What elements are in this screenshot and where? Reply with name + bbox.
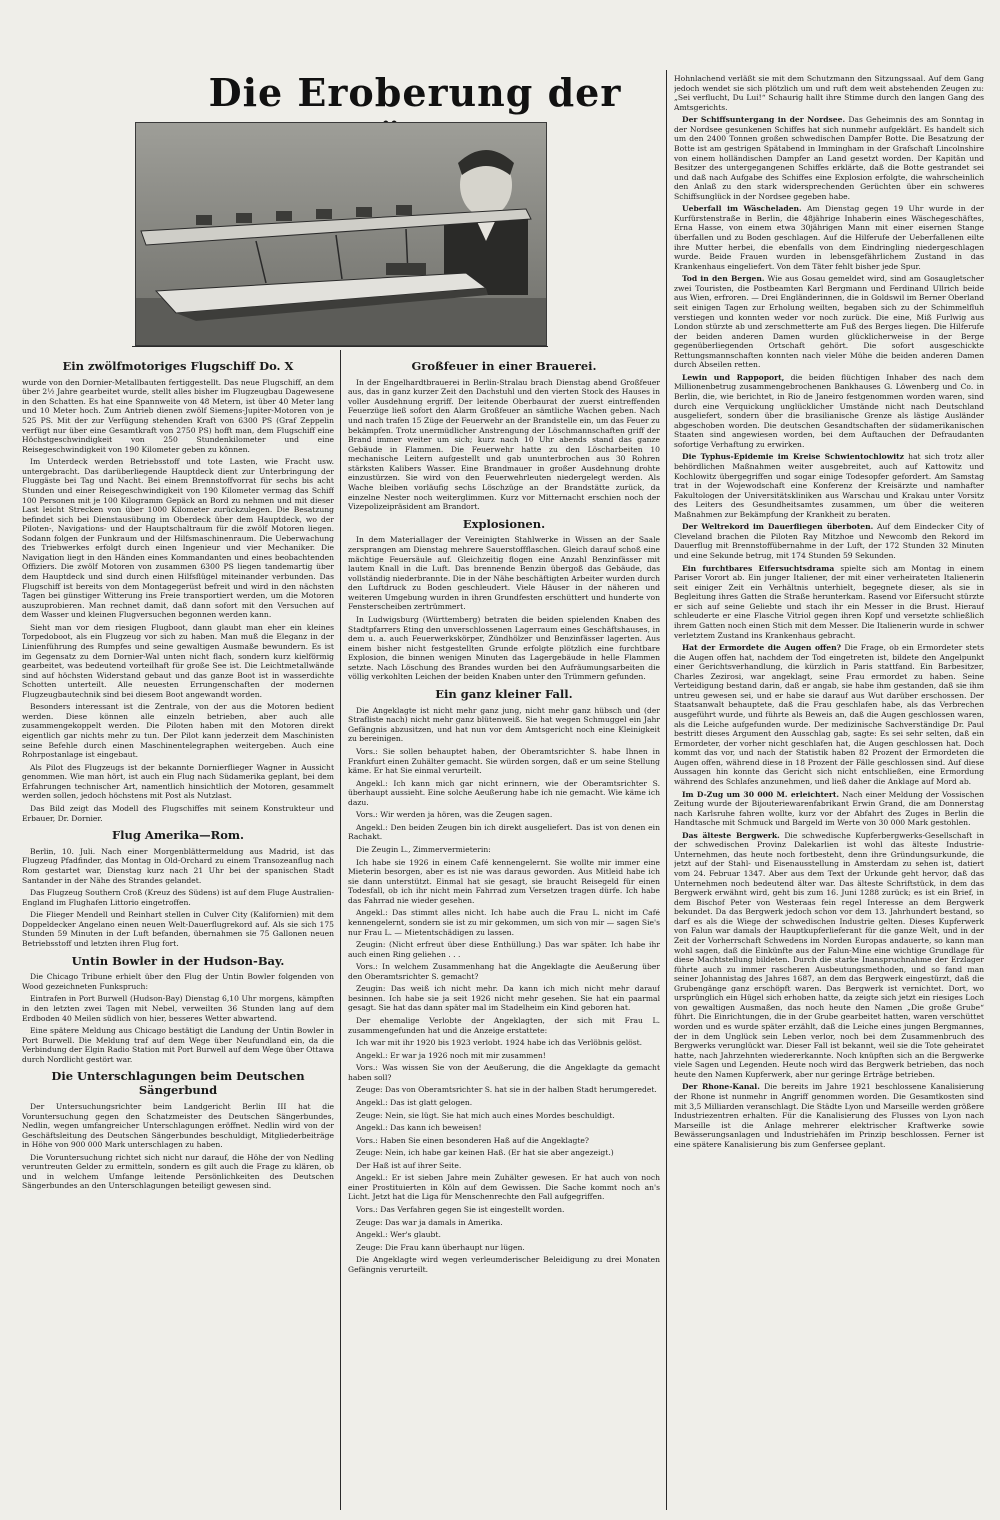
dialog-line: Zeuge: Die Frau kann überhaupt nur lügen. [356, 1242, 525, 1252]
item-text: Auf dem Eindecker City of Cleveland brachen die Piloten Ray Mitzhoe und Newcomb den Rekord im Dauerflug mit Brennstoffübernahme in der Luft, der 172 Stunden 32 Minuten und eine Sekunde betrug, mit 174 Stunden 59 Sekunden. [674, 522, 984, 560]
paragraph: Das Flugzeug Southern Croß (Kreuz des Südens) ist auf dem Fluge Australien-England im Flughafen Littorio eingetroffen. [22, 888, 334, 907]
dialog-line: Zeuge: Nein, sie lügt. Sie hat mich auch eines Mordes beschuldigt. [356, 1110, 615, 1120]
dialog-line: Ich war mit ihr 1920 bis 1923 verlobt. 1924 habe ich das Verlöbnis gelöst. [356, 1038, 643, 1048]
item-headline: Der Rhone-Kanal. [682, 1082, 760, 1092]
paragraph: Besonders interessant ist die Zentrale, von der aus die Motoren bedient werden. Diese können alle einzeln betrieben, aber auch alle zusammengekoppelt werden. Die Piloten haben mit den Motoren direkt eigentlich gar nichts mehr zu tun. Der Pilot kann jederzeit dem Maschinisten seine Befehle durch einen Maschinentelegraphen weitergeben. Auch eine Rohrpostanlage ist eingebaut. [22, 702, 334, 760]
headline-flug-amerika-rom: Flug Amerika—Rom. [111, 828, 245, 843]
column-1 [22, 354, 334, 1510]
headline-grossfeuer: Großfeuer in einer Brauerei. [411, 359, 597, 373]
masthead-title: Die Eroberung der [208, 70, 622, 115]
item-headline: Der Weltrekord im Dauerfliegen überboten. [682, 522, 874, 532]
item-headline: Ein furchtbares Eifersuchtsdrama [682, 563, 835, 573]
flying-boat-photo-icon [136, 123, 546, 345]
dialog-line: Angekl.: Ich kann mich gar nicht erinnern, wie der Oberamtsrichter S. überhaupt aussieht. Eine solche Aeußerung habe ich nie gemacht. Wie käme ich dazu. [348, 778, 660, 807]
dialog-line: Die Zeugin L., Zimmervermieterin: [356, 845, 491, 855]
paragraph: Das Bild zeigt das Modell des Flugschiffes mit seinem Konstrukteur und Erbauer, Dr. Dornier. [22, 803, 334, 823]
dialog-line: Vors.: Das Verfahren gegen Sie ist eingestellt worden. [356, 1205, 565, 1215]
headline-saengerbund: Die Unterschlagungen beim Deutschen Sängerbund [51, 1069, 305, 1098]
dialog-line: Vors.: Sie sollen behauptet haben, der Oberamtsrichter S. habe Ihnen in Frankfurt einen Zuhälter gemacht. Sie würden sorgen, daß er um seine Stellung käme. Er hat Sie einmal verurteilt. [348, 746, 660, 776]
headline-untin-bowler: Untin Bowler in der Hudson-Bay. [71, 953, 285, 968]
paragraph: Als Pilot des Flugzeugs ist der bekannte Dornierflieger Wagner in Aussicht genommen. Wie man hört, ist auch ein Flug nach Südamerika geplant, bei dem Erfahrungen technischer Art, namentlich hinsichtlich der Motoren, gesammelt werden sollen, jedoch höchstens mit Post als Nutzlast. [22, 762, 334, 801]
item-text: Nach einer Meldung der Vossischen Zeitung wurde der Bijouteriewarenfabrikant Erwin Grand, die am Donnerstag nach Karlsruhe fahren wollte, kurz vor der Abfahrt des Zuges in Berlin die Handtasche mit Schmuck und Bargeld im Werte von 30 000 Mark gestohlen. [674, 789, 984, 828]
paragraph: Eintrafen in Port Burwell (Hudson-Bay) Dienstag 6,10 Uhr morgens, kämpften in den letzten zwei Tagen mit Nebel, verweilten 36 Stunden lang auf dem Erdboden 40 Meilen südlich von hier, besseres Wetter abwartend. [22, 994, 334, 1023]
dialog-line: Vors.: Haben Sie einen besonderen Haß auf die Angeklagte? [356, 1135, 589, 1145]
paragraph: Im Unterdeck werden Betriebsstoff und tote Lasten, wie Fracht usw. untergebracht. Das darüberliegende Hauptdeck dient zur Unterbringung der Fluggäste bei Tag und Nacht. Bei einem Brennstoffvorrat für sechs bis acht Stunden und einer Reisegeschwindigkeit von 190 Kilometer vermag das Schiff 100 Personen mit je 100 Kilogramm Gepäck an Bord zu nehmen und mit dieser Last leicht Strecken von über 1000 Kilometer zurückzulegen. Die Besatzung befindet sich bei Dienstausübung im Oberdeck über dem Hauptdeck, wo der Piloten-, Navigations- und der Hauptschaltraum für die zwölf Motoren liegen. Sodann folgen der Funkraum und der Hilfsmaschinenraum. Die Ueberwachung des Triebwerkes erfolgt durch einen Ingenieur und vier Mechaniker. Die Navigation liegt in den Händen eines Kommandanten und eines beobachtenden Offiziers. Die zwölf Motoren von zusammen 6300 PS liegen tandemartig über dem Hauptdeck und sind durch einen Hilfsflügel miteinander verbunden. Das Flugschiff ist bereits von dem Montagegerüst befreit und wird in den nächsten Tagen bei günstiger Witterung ins Freie transportiert werden, um die Motoren auszuprobieren. Man rechnet damit, daß dann sofort mit den Versuchen auf dem Wasser und kleinen Flugversuchen begonnen werden kann. [22, 457, 334, 620]
item-headline: Ueberfall im Wäscheladen. [682, 204, 802, 214]
paragraph: Die Angeklagte ist nicht mehr ganz jung, nicht mehr ganz hübsch und (der Strafliste nach) nicht mehr ganz blütenweiß. Sie hat wegen Schmuggel ein Jahr Gefängnis abzusitzen, und hat nun vor dem Amtsgericht noch eine Kleinigkeit zu bereinigen. [348, 705, 660, 744]
dialog-line: Ich habe sie 1926 in einem Café kennengelernt. Sie wollte mir immer eine Mieterin besorgen, aber es ist nie was daraus geworden. Aus Mitleid habe ich sie dann unterstützt. Einmal hat sie gesagt, sie braucht Reisegeld für einen Todesfall, ob ich ihr nicht mein Fahrrad zum Versetzen tragen dürfe. Ich habe das Fahrrad nie wieder gesehen. [348, 857, 660, 905]
item-text: Die schwedische Kupferbergwerks-Gesellschaft in der schwedischen Provinz Dalekarlien ist wohl das älteste Industrie-Unternehmen, das heute noch fortbesteht, denn ihre Gründungsurkunde, die jetzt auf der Stahl- und Eisenausstellung in Amsterdam zu sehen ist, datiert vom 24. Februar 1347. Aber aus dem Text der Urkunde geht hervor, daß das Unternehmen noch bedeutend älter war. Das älteste Schriftstück, in dem das Bergwerk erwähnt wird, geht bis zum 16. Juni 1288 zurück; es ist ein Brief, in dem Bischof Peter von Westeraas fein regel Interesse an dem Bergwerk bekundet. Da das Bergwerk jedoch schon vor dem 13. Jahrhundert bestand, so darf es als die Wiege der schwedischen Industrie gelten. Dieses Kupferwerk von Falun war damals der Hauptkupferlieferant für die ganze Welt, und in der Zeit der Vorherrschaft Schwedens im Norden Europas andauerte, so kann man wohl sagen, daß die Einkünfte aus der Falun-Mine eine wichtige Grundlage für diese Machtstellung bildeten. Durch die starke Inanspruchnahme der Erzlager führte auch zu immer rascheren Ausbeutungsmethoden, und so fand man seiner Johannistag des Jahres 1687, an dem das Bergwerk eingestürzt, daß die Grubengänge ganz erschöpft waren. Das Bergwerk ist vernichtet. Dort, wo ursprünglich ein Hügel sich erhoben hatte, da zeigte sich jetzt ein riesiges Loch von gewaltigen Ausmaßen, das noch heute den Namen „Die große Grube“ führt. Die Einrichtungen, die in der Grube gearbeitet hatten, waren verschüttet worden und es wurde später erzählt, daß die Leiche eines jungen Bergmannes, der in dem Unglück sein Leben verlor, noch bei dem Zusammenbruch des Bergwerks verunglückt war. Dieser Fall ist bekannt, weil sie die Tote geheiratet hatte, nach Jahrzehnten wiedererkannte. Noch knüpften sich an die Bergwerke viele Sagen und Legenden. Heute noch wird das Bergwerk betrieben, das noch heute den Namen Kupferwerk, aber nur geringe Erträge betrieben. [674, 830, 984, 1079]
item-text: hat sich trotz aller behördlichen Maßnahmen weiter ausgebreitet, auch auf Kattowitz und Kochlowitz übergegriffen und sogar einige Todesopfer gefordert. Am Samstag trat in der Wojewodschaft eine Konferenz der Kreisärzte und namhafter Fakultologen der Universitätskliniken aus Warschau und Krakau unter Vorsitz des Leiters des Gesundheitsamtes zusammen, um über die weiteren Maßnahmen zur Bekämpfung der Krankheit zu beraten. [674, 452, 984, 519]
paragraph: Eine spätere Meldung aus Chicago bestätigt die Landung der Untin Bowler in Port Burwell. Die Meldung traf auf dem Wege über Neufundland ein, da die Verbindung der Elgin Radio Station mit Port Burwell auf dem Wege über Ottawa durch Nordlicht gestört war. [22, 1026, 334, 1064]
paragraph: Die Flieger Mendell und Reinhart stellen in Culver City (Kalifornien) mit dem Doppeldecker Angelano einen neuen Welt-Dauerflugrekord auf. Als sie sich 175 Stunden 59 Minuten in der Luft befanden, übernahmen sie 75 Gallonen neuen Betriebsstoff und letzten ihren Flug fort. [22, 910, 334, 948]
dialog-line: Der ehemalige Verlobte der Angeklagten, der sich mit Frau L. zusammengefunden hat und die Anzeige erstattete: [348, 1016, 660, 1035]
item-text: spielte sich am Montag in einem Pariser Vorort ab. Ein junger Italiener, der mit einer verheirateten Italienerin seit einiger Zeit ein Verhältnis unterhielt, begegnete dieser, als sie in Begleitung ihres Gatten die Straße herunterkam. Rasend vor Eifersucht stürzte er sich auf seine Geliebte und stach ihr ein Messer in die Brust. Hierauf schleuderte er eine Flasche Vitriol gegen ihren Kopf und versetzte schließlich ihrem Gatten noch einen Stich mit dem Messer. Die Italienerin wurde in schwer verletztem Zustand ins Krankenhaus gebracht. [674, 563, 984, 640]
dialog-line: Der Haß ist auf ihrer Seite. [356, 1160, 462, 1170]
column-3 [674, 74, 984, 1510]
paragraph: Die Voruntersuchung richtet sich nicht nur darauf, die Höhe der von Nedling veruntreuten Gelder zu ermitteln, sondern es gilt auch die Frage zu klären, ob und in welchem Umfange leitende Persönlichkeiten des Deutschen Sängerbundes an den Unterschlagungen beteiligt gewesen sind. [22, 1152, 334, 1191]
item-headline: Hat der Ermordete die Augen offen? [682, 643, 842, 653]
paragraph: In Ludwigsburg (Württemberg) betraten die beiden spielenden Knaben des Stadtpfarrers Eting den unverschlossenen Lagerraum eines Geschäftshauses, in dem u. a. auch Feuerwerkskörper, Zündhölzer und Benzinfässer lagerten. Aus einem bisher nicht festgestellten Grunde erfolgte plötzlich eine furchtbare Explosion, die binnen wenigen Minuten das Lagergebäude in helle Flammen setzte. Nach Löschung des Brandes wurden bei den Aufräumungsarbeiten die völlig verkohlten Leichen der beiden Knaben unter den Trümmern gefunden. [348, 614, 660, 682]
dialog-line: Zeuge: Das von Oberamtsrichter S. hat sie in der halben Stadt herumgeredet. [356, 1085, 657, 1095]
dialog-line: Die Angeklagte wird wegen verleumderischer Beleidigung zu drei Monaten Gefängnis verurteilt. [348, 1255, 660, 1274]
dialog-line: Zeugin: (Nicht erfreut über diese Enthüllung.) Das war später. Ich habe ihr auch einen Ring geliehen . . . [348, 940, 660, 959]
headline-explosionen: Explosionen. [462, 516, 546, 531]
dialog-line: Angekl.: Er war ja 1926 noch mit mir zusammen! [356, 1050, 546, 1060]
dialog-line: Angekl.: Das ist glatt gelogen. [356, 1097, 473, 1107]
dialog-line: Zeugin: Das weiß ich nicht mehr. Da kann ich mich nicht mehr darauf besinnen. Ich habe sie ja seit 1926 nicht mehr gesehen. Sie hat ein paarmal gesagt. Sie hat das dann später mal im Stadelheim ein Kind geboren hat. [348, 984, 660, 1013]
dialog-line: Angekl.: Den beiden Zeugen bin ich direkt ausgeliefert. Das ist von denen ein Rachakt. [348, 822, 660, 842]
item-headline: Lewin und Rappoport, [682, 372, 785, 382]
item-headline: Das älteste Bergwerk. [682, 830, 780, 840]
item-headline: Der Schiffsuntergang in der Nordsee. [682, 115, 846, 125]
paragraph: Berlin, 10. Juli. Nach einer Morgenblättermeldung aus Madrid, ist das Flugzeug Pfadfinder, das Montag in Old-Orchard zu einem Transozeanflug nach Rom gestartet war, Dienstag kurz nach 21 Uhr bei der spanischen Stadt Santander in der Nähe des Strandes gelandet. [22, 846, 334, 885]
headline-do-x: Ein zwölfmotoriges Flugschiff Do. X [62, 359, 294, 373]
dialog-line: Angekl.: Das stimmt alles nicht. Ich habe auch die Frau L. nicht im Café kennengelernt, sondern sie ist zu mir gekommen, um sich von mir — sagen Sie's nur Frau L. — Mietentschädigen zu lassen. [348, 908, 660, 937]
dialog-line: Vors.: Was wissen Sie von der Aeußerung, die die Angeklagte da gemacht haben soll? [348, 1063, 660, 1082]
item-text: Das Geheimnis des am Sonntag in der Nordsee gesunkenen Schiffes hat sich nunmehr aufgeklärt. Es handelt sich um den 2400 Tonnen großen schwedischen Dampfer Botte. Die Besatzung der Botte ist am gestrigen Spätabend in Immingham in der Grafschaft Lincolnshire von einem holländischen Dampfer an Land gesetzt worden. Der Kapitän und Besitzer des untergegangenen Schiffes erklärte, daß die Botte gestrandet sei und daß nach Aufgabe des Schiffes eine Explosion erfolgte, die wahrscheinlich den Anlaß zu den stark widersprechenden Gerüchten über ein schweres Schiffsunglück in der Nordsee gegeben habe. [674, 115, 984, 201]
paragraph: Der Untersuchungsrichter beim Landgericht Berlin III hat die Voruntersuchung gegen den Schatzmeister des Deutschen Sängerbundes, Nedlin, wegen umfangreicher Unterschlagungen eröffnet. Nedlin wird von der Geschäftsleitung des Deutschen Sängerbundes beschuldigt, Mitgliederbeiträge in Höhe von 900 000 Mark unterschlagen zu haben. [22, 1101, 334, 1150]
dornier-do-x-photo [135, 122, 547, 346]
paragraph: wurde von den Dornier-Metallbauten fertiggestellt. Das neue Flugschiff, an dem über 2½ Jahre gearbeitet wurde, stellt alles bisher im Flugzeugbau Dagewesene in den Schatten. Es hat eine Spannweite von 48 Metern, ist über 40 Meter lang und 10 Meter hoch. Zum Antrieb dienen zwölf Siemens-Jupiter-Motoren von je 525 PS. Mit der zur Verfügung stehenden Kraft von 6300 PS (Graf Zeppelin verfügt nur über eine Gesamtkraft von 2750 PS) hofft man, dem Flugschiff eine Höchstgeschwindigkeit von 250 Stundenkilometer und eine Reisegeschwindigkeit von 190 Kilometer geben zu können. [22, 377, 334, 454]
paragraph: In der Engelhardtbrauerei in Berlin-Stralau brach Dienstag abend Großfeuer aus, das in ganz kurzer Zeit den Dachstuhl und den vierten Stock des Hauses in voller Ausdehnung ergriff. Der leitende Oberbaurat der zuerst eintreffenden Feuerzüge ließ sofort den Alarm Großfeuer an sämtliche Wachen geben. Nach und nach trafen 15 Züge der Feuerwehr an der Brandstelle ein, um das Feuer zu bekämpfen. Trotz unermüdlicher Anstrengung der Löschmannschaften griff der Brand immer weiter um sich; kurz nach 10 Uhr abends stand das ganze Gebäude in Flammen. Die Feuerwehr hatte zu den Löscharbeiten 10 mechanische Leitern aufgestellt und gab ununterbrochen aus 30 Rohren stärksten Kalibers Wasser. Eine Brandmauer in großer Ausdehnung drohte einzustürzen. Sie wird von den Feuerwehrleuten niedergelegt werden. Als Wache bleiben vorläufig sechs Löschzüge an der Brandstätte zurück, da einzelne Nester noch weiterglimmen. Kurz vor Mitternacht erschien noch der Vizepolizeipräsident am Brandort. [348, 377, 660, 512]
dialog-line: Angekl.: Er ist sieben Jahre mein Zuhälter gewesen. Er hat auch von noch einer Prostituierten in Köln auf dem Gewissen. Die Sache kommt noch an's Licht. Jetzt hat die Liga für Menschenrechte den Fall aufgegriffen. [348, 1173, 660, 1202]
item-text: Wie aus Gosau gemeldet wird, sind am Gosaugletscher zwei Touristen, die Postbeamten Karl Bergmann und Ferdinand Ullrich beide aus Wien, erfroren. — Drei Engländerinnen, die in Goldswil im Berner Oberland seit einigen Tagen zur Erholung weilten, begaben sich zu der Schimmelfluh verstiegen und konnten weder vor noch zurück. Die eine, Miß Furlwig aus London stürzte ab und zerschmetterte am Fuß des Berges liegen. Die Hilferufe der beiden anderen Damen wurden glücklicherweise in der Berge gegenüberliegenden Ortschaft gehört. Die sofort ausgeschickte Rettungsmannschaften konnten nach vieler Mühe die beiden anderen Damen durch Abseilen retten. [674, 274, 984, 370]
dialog-line: Vors.: Wir werden ja hören, was die Zeugen sagen. [356, 810, 553, 820]
item-headline: Die Typhus-Epidemie im Kreise Schwientochlowitz [682, 452, 904, 462]
item-text: die beiden flüchtigen Inhaber des nach dem Millionenbetrug zusammengebrochenen Bankhauses G. Löwenberg und Co. in Berlin, die, wie berichtet, in Rio de Janeiro festgenommen worden waren, sind durch eine Verquickung unglücklicher Umstände nicht nach Deutschland ausgeliefert, sondern über die brasilianische Grenze als lästige Ausländer abgeschoben worden. Die deutschen Gesandtschaften der südamerikanischen Staaten sind angewiesen worden, bei dem Auftauchen der Defraudanten sofortige Verhaftung zu erwirken. [674, 372, 984, 449]
dialog-line: Zeuge: Das war ja damals in Amerika. [356, 1217, 503, 1227]
item-text: Die Frage, ob ein Ermordeter stets die Augen offen hat, nachdem der Tod eingetreten ist, bildete den Angelpunkt einer Gerichtsverhandlung, die kürzlich in Paris stattfand. Ein Barbesitzer, Charles Zezirosi, war angeklagt, seine Frau ermordet zu haben. Seine Verteidigung bestand darin, daß er angab, sie habe ihm gestanden, daß sie ihm untreu gewesen sei, und er habe sie darauf aus Wut darüber erschossen. Der Staatsanwalt behauptete, daß die Frau geschlafen habe, als das Verbrechen ausgeführt wurde, und führte als Beweis an, daß die Augen geschlossen waren, als die Leiche aufgefunden wurde. Der medizinische Sachverständige Dr. Paul bestritt dieses Argument den Ausschlag gab, sagte: Es sei sehr selten, daß ein Ermordeter, der vorher nicht geschlafen hat, die Augen geschlossen hat. Doch kommt das vor, und nach der Statistik haben 82 Prozent der Ermordeten die Augen offen, während diese in 18 Prozent der Fälle geschlossen sind. Auf diese Aussagen hin konnte das Gericht sich nicht entschließen, eine Ermordung während des Schlafes anzunehmen, und ließ daher die Anklage auf Mord ab. [674, 643, 984, 786]
dialog-line: Angekl.: Wer's glaubt. [356, 1230, 441, 1240]
paragraph: Hohnlachend verläßt sie mit dem Schutzmann den Sitzungssaal. Auf dem Gang jedoch wendet sie sich plötzlich um und ruft dem weit abstehenden Zeugen zu: „Sei verflucht, Du Lui!“ Schaurig hallt ihre Stimme durch den langen Gang des Amtsgerichts. [674, 74, 984, 112]
item-text: Die bereits im Jahre 1921 beschlossene Kanalisierung der Rhone ist nunmehr in Angriff genommen worden. Die Gesamtkosten sind mit 3,5 Milliarden veranschlagt. Die Städte Lyon und Marseille werden größere Industriezentren erhalten. Für die Kanalisierung des Flusses von Lyon nach Marseille ist die Anlage mehrerer elektrischer Kraftwerke sowie Bewässerungsanlagen und Industriehäfen im Prinzip beschlossen. Ferner ist eine spätere Kanalisierung bis zum Genfersee geplant. [674, 1082, 984, 1149]
paragraph: In dem Materiallager der Vereinigten Stahlwerke in Wissen an der Saale zersprangen am Dienstag mehrere Sauerstoffflaschen. Gleich darauf schoß eine mächtige Feuersäule auf. Gleichzeitig flogen eine Anzahl Benzinfässer mit lautem Knall in die Luft. Das brennende Benzin übergoß das Gebäude, das vollständig niederbrannte. Die in der Nähe beschäftigten Arbeiter wurden durch den Luftdruck zu Boden geschleudert. Viele Häuser in der näheren und weiteren Umgebung wurden in ihren Grundfesten erschüttert und hunderte von Fensterscheiben zertrümmert. [348, 535, 660, 612]
paragraph: Die Chicago Tribune erhielt über den Flug der Untin Bowler folgenden von Wood gezeichneten Funkspruch: [22, 972, 334, 991]
headline-kleiner-fall: Ein ganz kleiner Fall. [435, 686, 573, 701]
dialog-line: Angekl.: Das kann ich beweisen! [356, 1123, 482, 1133]
dialog-line: Zeuge: Nein, ich habe gar keinen Haß. (Er hat sie aber angezeigt.) [356, 1148, 614, 1158]
court-dialog [348, 747, 660, 1274]
item-text: Am Dienstag gegen 19 Uhr wurde in der Kurfürstenstraße in Berlin, die 48jährige Inhaberin eines Wäschegeschäftes, Erna Hasse, von einem etwa 30jährigen Mann mit einer eisernen Stange überfallen und zu Boden geschlagen. Auf die Hilferufe der Ueberfallenen eilte ihre Mutter herbei, die ebenfalls von dem Eindringling niedergeschlagen wurde. Beide Frauen wurden in lebensgefährlichem Zustand in das Krankenhaus eingeliefert. Von dem Täter fehlt bisher jede Spur. [674, 204, 984, 271]
item-headline: Tod in den Bergen. [682, 274, 765, 284]
item-headline: Im D-Zug um 30 000 M. erleichtert. [682, 789, 839, 799]
dialog-line: Vors.: In welchem Zusammenhang hat die Angeklagte die Aeußerung über den Oberamtsrichter S. gemacht? [348, 962, 660, 981]
paragraph: Sieht man vor dem riesigen Flugboot, dann glaubt man eher ein kleines Torpedoboot, als ein Flugzeug vor sich zu haben. Man muß die Eleganz in der Linienführung des Rumpfes und seine gewaltigen Ausmaße bewundern. Es ist im Gegensatz zu dem Dornier-Wal unten nicht flach, sondern kurz kielförmig gearbeitet, was bedeutend vorteilhaft für große See ist. Die Leichtmetallwände sind auf höchsten Widerstand gebaut und das ganze Boot ist in wasserdichte Schotten unterteilt. Alle neuesten Errungenschaften der modernen Flugzeugbautechnik sind bei diesem Boot angewandt worden. [22, 622, 334, 699]
column-2 [348, 354, 660, 1510]
